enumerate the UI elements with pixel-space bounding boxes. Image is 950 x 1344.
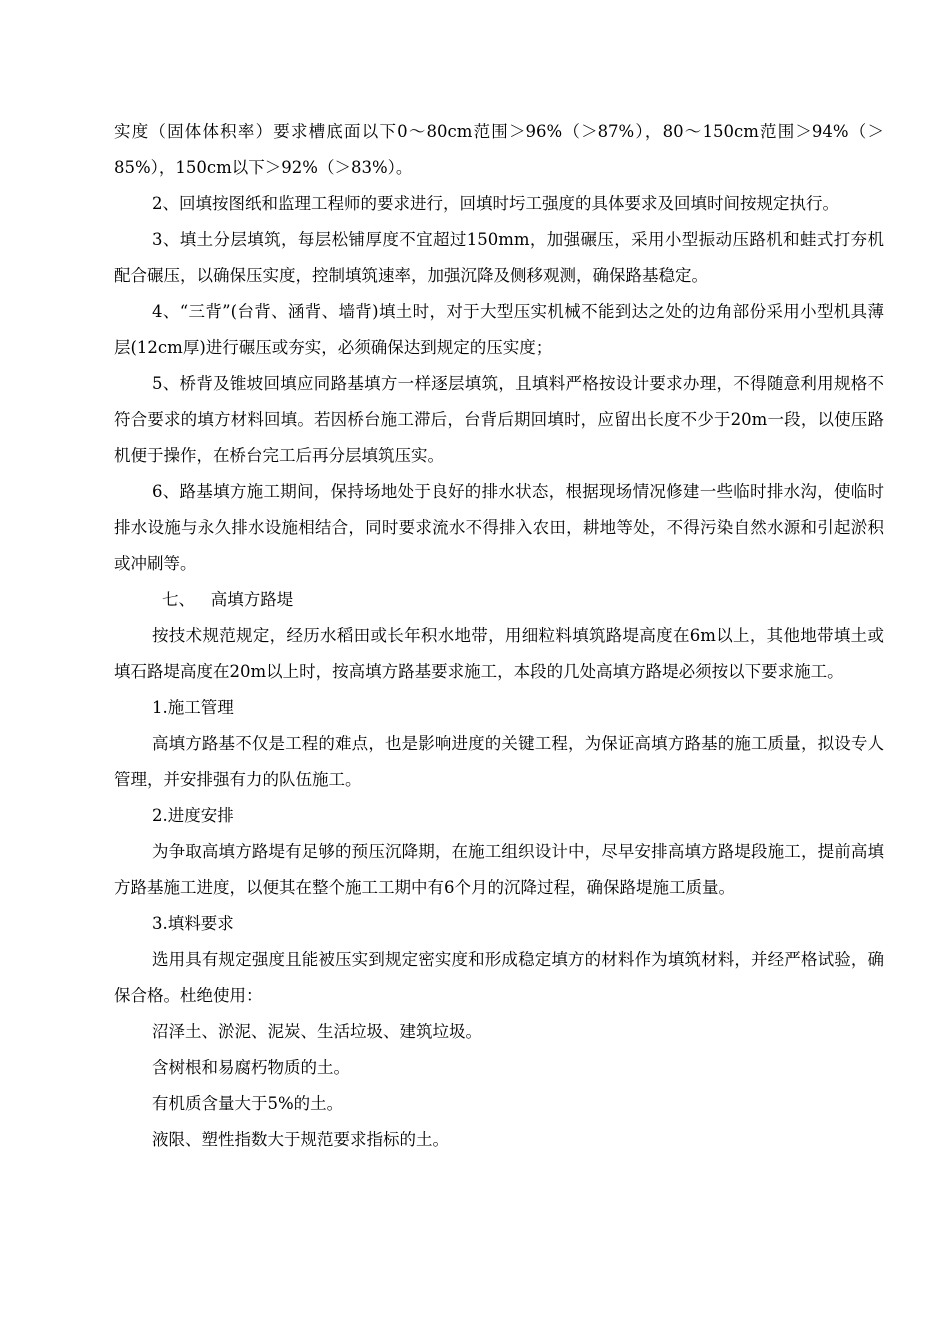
paragraph-compaction-requirements: 实度（固体体积率）要求槽底面以下0～80cm范围＞96%（＞87%），80～150cm范围＞94%（＞85%），150cm以下＞92%（＞83%）。 [114,122,884,177]
subheading-fill-material: 3.填料要求 [152,914,234,933]
list-item-prohibited-organic-soil: 有机质含量大于5%的土。 [152,1094,344,1113]
paragraph-item-5-bridge-back: 5、桥背及锥坡回填应同路基填方一样逐层填筑，且填料严格按设计要求办理，不得随意利用规格不符合要求的填方材料回填。若因桥台施工滞后，台背后期回填时，应留出长度不少于20m一段，以使压路机便于操作，在桥台完工后再分层填筑压实。 [114,374,884,465]
paragraph-item-4-three-backs: 4、“三背”(台背、涵背、墙背)填土时，对于大型压实机械不能到达之处的边角部份采用小型机具薄层(12cm厚)进行碾压或夯实，必须确保达到规定的压实度； [114,302,884,357]
document-body [114,114,884,1158]
paragraph-item-3-layered-fill: 3、填土分层填筑，每层松铺厚度不宜超过150mm，加强碾压，采用小型振动压路机和蛙式打夯机配合碾压，以确保压实度，控制填筑速率，加强沉降及侧移观测，确保路基稳定。 [114,230,884,285]
paragraph-construction-management: 高填方路基不仅是工程的难点，也是影响进度的关键工程，为保证高填方路基的施工质量，拟设专人管理，并安排强有力的队伍施工。 [114,734,884,789]
section-heading-high-fill: 七、 高填方路堤 [162,590,294,609]
subheading-construction-management: 1.施工管理 [152,698,234,717]
list-item-prohibited-root-soil: 含树根和易腐朽物质的土。 [152,1058,350,1077]
paragraph-item-2-backfill: 2、回填按图纸和监理工程师的要求进行，回填时圬工强度的具体要求及回填时间按规定执行。 [152,194,839,213]
subheading-schedule: 2.进度安排 [152,806,234,825]
paragraph-high-fill-intro: 按技术规范规定，经历水稻田或长年积水地带，用细粒料填筑路堤高度在6m以上，其他地带填土或填石路堤高度在20m以上时，按高填方路基要求施工，本段的几处高填方路堤必须按以下要求施工。 [114,626,884,681]
paragraph-item-6-drainage: 6、路基填方施工期间，保持场地处于良好的排水状态，根据现场情况修建一些临时排水沟，使临时排水设施与永久排水设施相结合，同时要求流水不得排入农田，耕地等处，不得污染自然水源和引起淤积或冲刷等。 [114,482,884,573]
list-item-prohibited-swamp-soil: 沼泽土、淤泥、泥炭、生活垃圾、建筑垃圾。 [152,1022,482,1041]
list-item-prohibited-liquid-limit-soil: 液限、塑性指数大于规范要求指标的土。 [152,1130,449,1149]
paragraph-schedule: 为争取高填方路堤有足够的预压沉降期，在施工组织设计中，尽早安排高填方路堤段施工，提前高填方路基施工进度，以便其在整个施工工期中有6个月的沉降过程，确保路堤施工质量。 [114,842,884,897]
paragraph-fill-material: 选用具有规定强度且能被压实到规定密实度和形成稳定填方的材料作为填筑材料，并经严格试验，确保合格。杜绝使用： [114,950,884,1005]
